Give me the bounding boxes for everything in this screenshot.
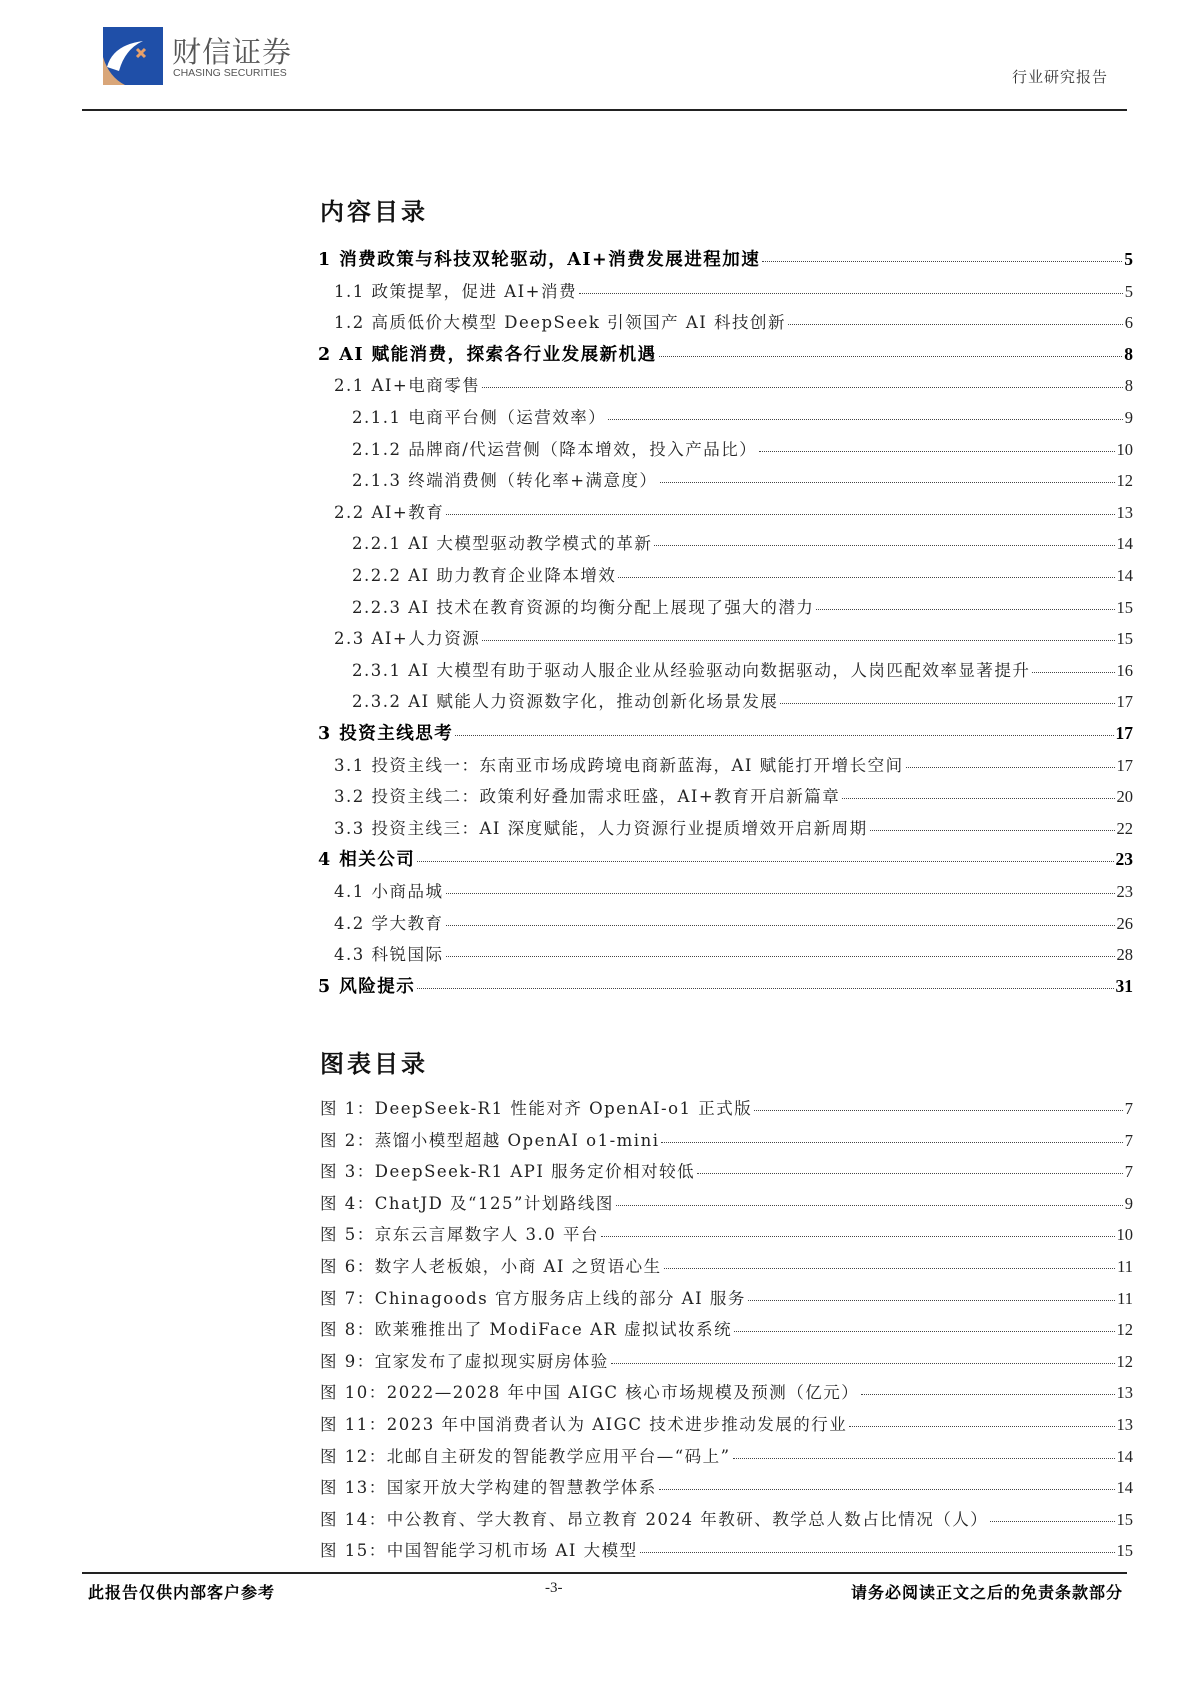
entry-label: 2.2 AI+教育 [334,502,445,522]
entry-page: 13 [1116,1415,1133,1434]
entry-label: 图 1：DeepSeek-R1 性能对齐 OpenAI-o1 正式版 [320,1099,753,1118]
dot-leader [697,1173,1123,1174]
dot-leader [1032,672,1114,673]
dot-leader [906,767,1115,768]
entry-label: 4.2 学大教育 [334,913,444,933]
entry-page: 5 [1124,281,1133,301]
entry-label: 3.1 投资主线一：东南亚市场成跨境电商新蓝海，AI 赋能打开增长空间 [334,755,904,775]
entry-label: 图 11：2023 年中国消费者认为 AIGC 技术进步推动发展的行业 [320,1415,848,1434]
entry-page: 11 [1117,1257,1133,1276]
toc-entry[interactable] [334,278,1133,302]
dot-leader [659,1489,1115,1490]
entry-page: 22 [1116,818,1133,838]
toc-title: 内容目录 [320,197,428,226]
entry-page: 6 [1124,313,1133,333]
toc-entry[interactable] [334,309,1133,333]
toc-entry[interactable] [318,341,1133,365]
toc-entry[interactable] [352,530,1133,554]
entry-label: 2 AI 赋能消费，探索各行业发展新机遇 [318,344,657,365]
dot-leader [780,703,1114,704]
entry-label: 1.2 高质低价大模型 DeepSeek 引领国产 AI 科技创新 [334,313,787,333]
dot-leader [661,1142,1122,1143]
entry-page: 7 [1124,1162,1133,1182]
toc-entry[interactable] [352,436,1133,460]
entry-page: 15 [1116,629,1133,649]
dot-leader [417,861,1113,862]
entry-label: 1.1 政策提挈，促进 AI+消费 [334,281,577,301]
dot-leader [446,514,1114,515]
figure-entry[interactable] [320,1127,1133,1151]
entry-label: 图 14：中公教育、学大教育、昂立教育 2024 年教研、教学总人数占比情况（人） [320,1509,989,1529]
dot-leader [659,356,1123,357]
page-number: -3- [545,1580,563,1596]
figure-entry[interactable] [320,1379,1133,1403]
entry-page: 7 [1124,1099,1133,1118]
entry-label: 3.3 投资主线三：AI 深度赋能，人力资源行业提质增效开启新周期 [334,818,868,838]
header-divider [82,109,1127,111]
entry-label: 图 5：京东云言犀数字人 3.0 平台 [320,1225,599,1245]
entry-page: 14 [1116,1478,1133,1498]
figure-entry[interactable] [320,1537,1133,1561]
toc-entry[interactable] [318,720,1133,744]
logo-chinese-name: 财信证券 [172,35,293,69]
dot-leader [455,735,1113,736]
entry-page: 11 [1117,1288,1133,1308]
entry-page: 14 [1116,534,1133,554]
entry-page: 9 [1124,408,1133,427]
entry-page: 10 [1116,1225,1133,1245]
entry-label: 2.3.2 AI 赋能人力资源数字化，推动创新化场景发展 [352,692,779,712]
entry-label: 1 消费政策与科技双轮驱动，AI+消费发展进程加速 [318,250,761,270]
toc-entry[interactable] [352,404,1133,428]
entry-label: 2.3.1 AI 大模型有助于驱动人服企业从经验驱动向数据驱动，人岗匹配效率显著提升 [352,660,1031,680]
dot-leader [640,1552,1115,1553]
entry-label: 图 4：ChatJD 及“125”计划路线图 [320,1193,614,1213]
entry-page: 16 [1116,660,1133,680]
toc-entry[interactable] [352,688,1133,712]
dot-leader [733,1458,1115,1459]
toc-entry[interactable] [334,878,1133,902]
entry-page: 8 [1124,343,1133,364]
entry-label: 图 15：中国智能学习机市场 AI 大模型 [320,1541,638,1561]
dot-leader [482,640,1114,641]
toc-entry[interactable] [334,499,1133,523]
entry-label: 2.1.1 电商平台侧（运营效率） [352,408,607,427]
entry-label: 2.3 AI+人力资源 [334,629,481,649]
footer-notice: 请务必阅读正文之后的免责条款部分 [850,1583,1123,1602]
dot-leader [446,956,1115,957]
entry-page: 15 [1116,597,1133,617]
logo-english-name: CHASING SECURITIES [173,67,287,79]
entry-page: 14 [1116,566,1133,585]
entry-page: 23 [1116,882,1133,901]
dot-leader [616,1205,1123,1206]
entry-page: 12 [1116,1320,1133,1340]
entry-page: 15 [1116,1509,1133,1529]
dot-leader [754,1110,1122,1111]
toc-entry[interactable] [334,372,1133,396]
footer-divider [82,1572,1127,1574]
toc-entry[interactable] [334,910,1133,934]
dot-leader [748,1300,1115,1301]
entry-label: 4 相关公司 [318,850,416,871]
dot-leader [870,830,1115,831]
dot-leader [734,1331,1114,1332]
dot-leader [417,988,1113,989]
figure-entry[interactable] [320,1158,1133,1182]
entry-label: 图 9：宜家发布了虚拟现实厨房体验 [320,1351,609,1371]
dot-leader [446,893,1115,894]
entry-page: 7 [1124,1130,1133,1150]
toc-entry[interactable] [334,941,1133,965]
entry-label: 图 6：数字人老板娘，小商 AI 之贸语心生 [320,1257,662,1276]
entry-page: 26 [1116,913,1133,933]
entry-page: 20 [1116,787,1133,807]
toc-entry[interactable] [318,246,1133,270]
dot-leader [618,577,1114,578]
toc-entry[interactable] [318,973,1133,997]
dot-leader [759,451,1114,452]
figure-entry[interactable] [320,1190,1133,1214]
dot-leader [664,1268,1115,1269]
dot-leader [446,925,1115,926]
dot-leader [654,545,1114,546]
toc-entry[interactable] [352,562,1133,586]
figure-entry[interactable] [320,1443,1133,1467]
entry-page: 17 [1116,692,1133,712]
figure-entry[interactable] [320,1506,1133,1530]
entry-page: 17 [1115,723,1133,743]
toc-entry[interactable] [334,752,1133,776]
figure-entry[interactable] [320,1348,1133,1372]
entry-label: 3 投资主线思考 [318,724,454,744]
entry-label: 5 风险提示 [318,976,416,997]
entry-label: 4.3 科锐国际 [334,945,444,965]
dot-leader [861,1394,1114,1395]
dot-leader [660,482,1115,483]
entry-label: 图 13：国家开放大学构建的智慧教学体系 [320,1478,657,1498]
dot-leader [990,1521,1114,1522]
entry-label: 2.1 AI+电商零售 [334,376,481,396]
entry-page: 13 [1116,1383,1133,1403]
entry-label: 图 3：DeepSeek-R1 API 服务定价相对较低 [320,1162,696,1182]
dot-leader [842,798,1114,799]
figure-entry[interactable] [320,1411,1133,1435]
figure-entry[interactable] [320,1285,1133,1309]
entry-page: 31 [1115,975,1133,996]
figure-entry[interactable] [320,1095,1133,1119]
figure-entry[interactable] [320,1221,1133,1245]
entry-page: 8 [1124,376,1133,396]
entry-label: 2.1.3 终端消费侧（转化率+满意度） [352,471,658,491]
entry-page: 14 [1116,1446,1133,1466]
entry-label: 图 10：2022—2028 年中国 AIGC 核心市场规模及预测（亿元） [320,1383,860,1403]
dot-leader [816,609,1114,610]
entry-label: 3.2 投资主线二：政策利好叠加需求旺盛，AI+教育开启新篇章 [334,787,841,807]
footer-disclaimer: 此报告仅供内部客户参考 [88,1583,276,1602]
toc-entry[interactable] [318,846,1133,870]
toc-entry[interactable] [352,467,1133,491]
dot-leader [849,1426,1114,1427]
entry-label: 2.1.2 品牌商/代运营侧（降本增效，投入产品比） [352,439,758,459]
entry-label: 图 8：欧莱雅推出了 ModiFace AR 虚拟试妆系统 [320,1320,733,1340]
entry-page: 9 [1124,1193,1133,1213]
entry-page: 10 [1116,439,1133,459]
dot-leader [601,1236,1115,1237]
toc-entry[interactable] [334,783,1133,807]
dot-leader [611,1363,1115,1364]
figure-entry[interactable] [320,1253,1133,1277]
toc-entry[interactable] [352,594,1133,618]
entry-label: 2.2.2 AI 助力教育企业降本增效 [352,566,617,585]
toc-entry[interactable] [334,625,1133,649]
toc-entry[interactable] [334,815,1133,839]
entry-page: 17 [1116,755,1133,775]
entry-label: 2.2.1 AI 大模型驱动教学模式的革新 [352,534,653,554]
dot-leader [482,387,1123,388]
figures-title: 图表目录 [320,1049,428,1078]
figure-entry[interactable] [320,1474,1133,1498]
dot-leader [762,261,1122,262]
figure-entry[interactable] [320,1316,1133,1340]
entry-page: 13 [1116,502,1133,522]
entry-label: 4.1 小商品城 [334,882,444,901]
entry-label: 图 7：Chinagoods 官方服务店上线的部分 AI 服务 [320,1288,746,1308]
entry-page: 12 [1116,471,1133,491]
entry-page: 23 [1115,849,1133,870]
dot-leader [608,419,1123,420]
dot-leader [579,293,1123,294]
company-logo-icon [103,27,163,85]
toc-entry[interactable] [352,657,1133,681]
report-type: 行业研究报告 [1011,68,1108,86]
entry-label: 2.2.3 AI 技术在教育资源的均衡分配上展现了强大的潜力 [352,597,815,617]
entry-label: 图 12：北邮自主研发的智能教学应用平台—“码上” [320,1446,731,1466]
entry-page: 28 [1116,945,1133,965]
entry-page: 15 [1116,1541,1133,1561]
dot-leader [788,324,1123,325]
entry-label: 图 2：蒸馏小模型超越 OpenAI o1-mini [320,1130,660,1150]
entry-page: 12 [1116,1351,1133,1371]
entry-page: 5 [1124,249,1133,269]
